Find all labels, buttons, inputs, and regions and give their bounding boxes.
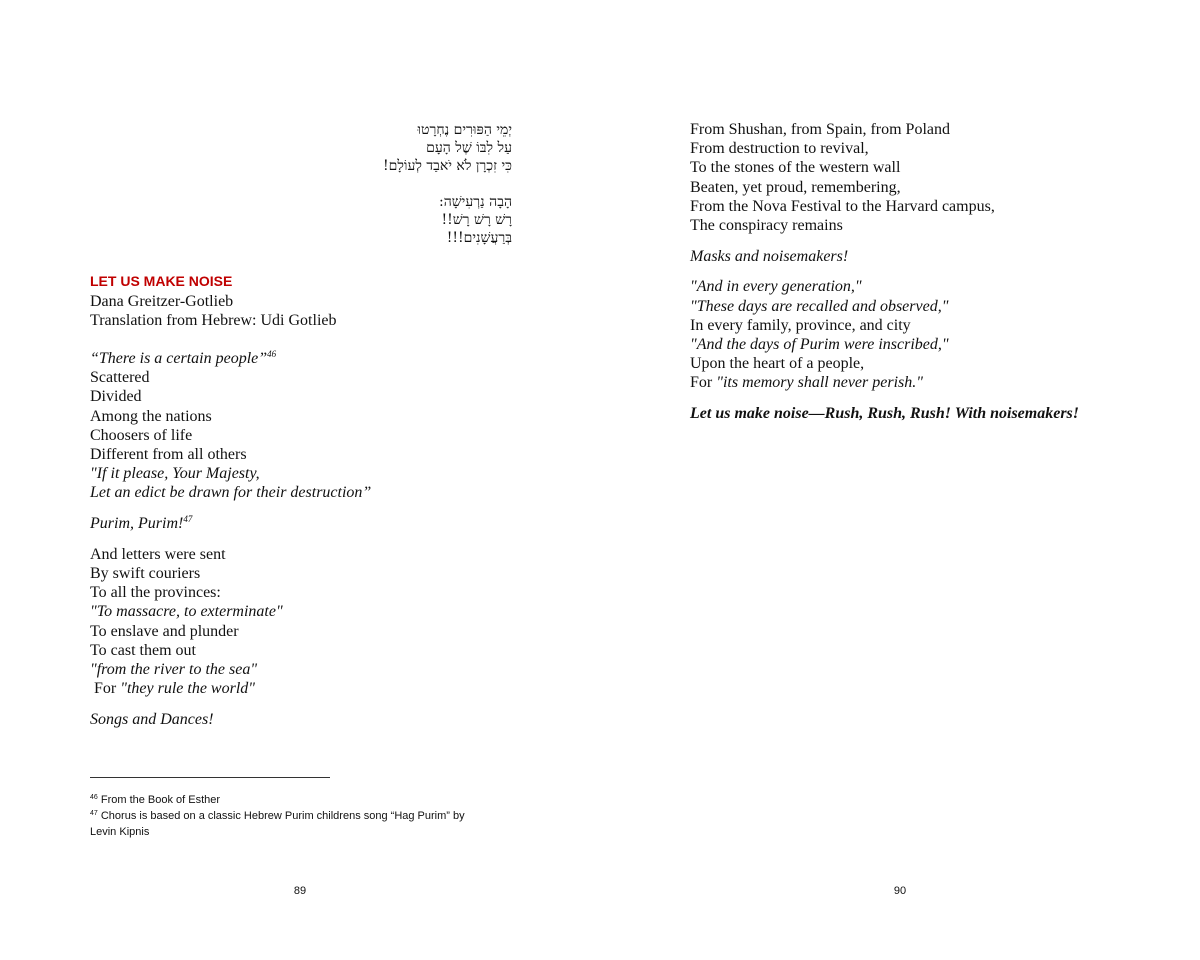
hebrew-verse [340,121,512,247]
poem-line: Among the nations [90,407,212,425]
poem-line: Different from all others [90,445,247,463]
hebrew-line: כִּי זִכְרָן לֹא יֹאבַד לְעוֹלָם! [383,158,512,174]
translator-line: Translation from Hebrew: Udi Gotlieb [90,311,337,329]
closing-line: Let us make noise—Rush, Rush, Rush! With noisemakers! [690,405,1080,423]
poem-line: To all the provinces: [90,584,221,602]
hebrew-line: יְמֵי הַפּוּרִים נֶחְרָטוּ [417,122,512,138]
poem-line: To the stones of the western wall [690,159,901,177]
footnote: $^{46}$ From the Book of Esther [90,794,221,806]
poem-line: By swift couriers [90,564,201,582]
poem-line: And letters were sent [90,545,226,563]
footnote: $^{47}$ Chorus is based on a classic Hebrew Purim childrens song “Hag Purim” by [90,810,465,822]
poem-line: "from the river to the sea" [90,660,258,678]
poem-line: In every family, province, and city [690,316,911,334]
refrain: Purim, Purim!$^{47}$ [90,514,193,533]
poem-line: Scattered [90,369,150,387]
refrain: Songs and Dances! [90,710,214,728]
hebrew-line: הָבָה נַרְעִישָׁה: [438,194,512,210]
poem-line: Choosers of life [90,426,193,444]
poem-line: "And in every generation," [690,278,862,296]
poem-line: For "they rule the world" [90,680,255,698]
poem-line: “There is a certain people”$^{46}$ [90,348,277,367]
footnotes [90,792,520,840]
poem-line: For "its memory shall never perish." [690,374,923,392]
footnote-divider [90,777,330,778]
hebrew-line: רָשׁ רָשׁ רָשׁ!! [441,212,512,228]
hebrew-line: עַל לִבּוֹ שֶׁל הָעָם [426,140,512,156]
hebrew-line: בְּרַעֲשָׁנִים!!! [446,230,512,246]
page-number: 89 [293,885,307,897]
poem-line: Upon the heart of a people, [690,355,865,373]
poem-body-left [90,272,530,729]
poem-line: "To massacre, to exterminate" [90,603,283,621]
poem-line: From Shushan, from Spain, from Poland [690,121,950,138]
poem-line: "These days are recalled and observed," [690,297,949,315]
poem-line: To cast them out [90,641,196,659]
right-page [600,0,1200,960]
author-line: Dana Greitzer-Gotlieb [90,292,234,310]
footnote-continuation: Levin Kipnis [90,826,150,838]
poem-line: Beaten, yet proud, remembering, [690,178,901,196]
poem-line: Let an edict be drawn for their destruction” [90,484,372,502]
poem-line: Divided [90,388,142,406]
footnote-ref: 46 [267,348,277,359]
poem-line: From the Nova Festival to the Harvard campus, [690,197,995,215]
footnote-ref: 47 [183,514,193,525]
poem-body-right [690,120,1170,423]
page-number: 90 [893,885,907,897]
poem-title: LET US MAKE NOISE [90,273,233,289]
poem-line: From destruction to revival, [690,140,869,158]
poem-line: "And the days of Purim were inscribed," [690,336,949,354]
poem-line: The conspiracy remains [690,217,843,235]
poem-line: To enslave and plunder [90,622,239,640]
refrain: Masks and noisemakers! [690,247,849,265]
poem-line: "If it please, Your Majesty, [90,465,260,483]
